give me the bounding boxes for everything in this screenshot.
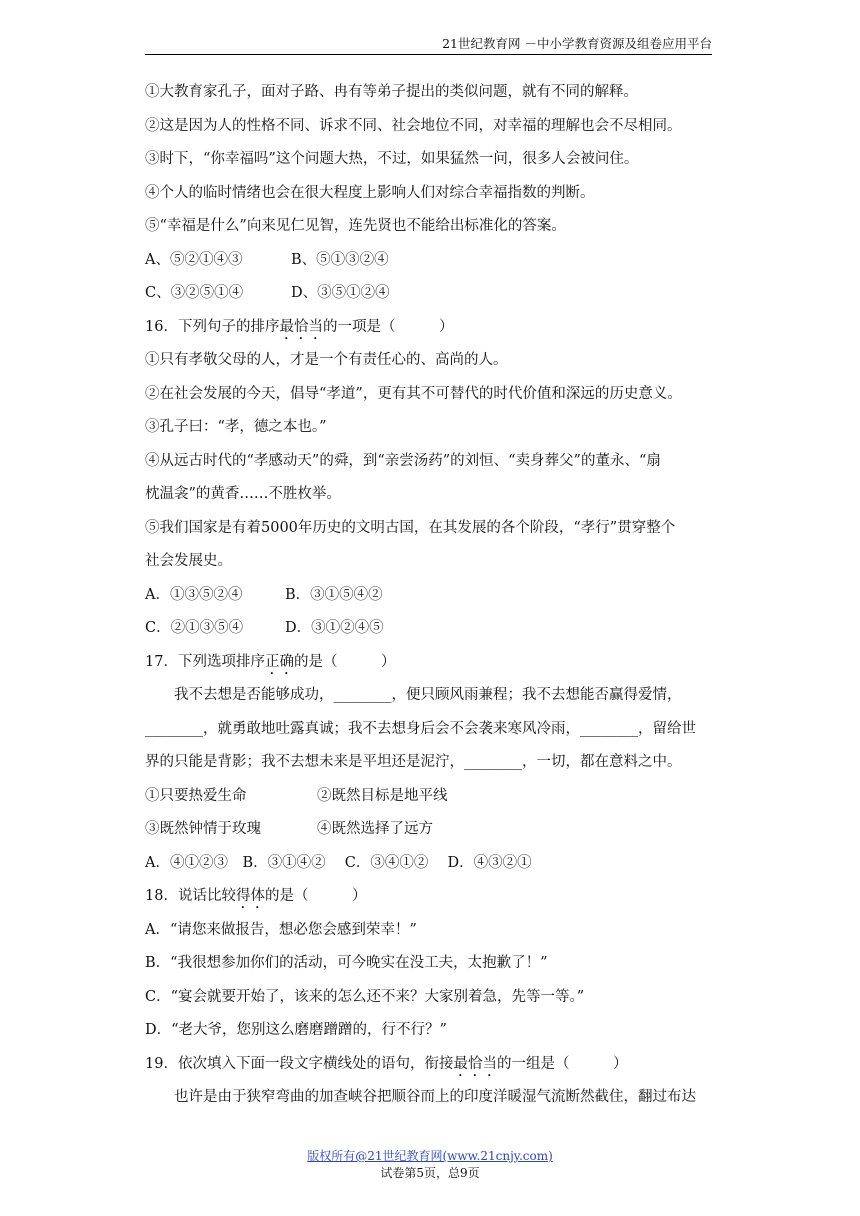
q19-passage-1: 也许是由于狭窄弯曲的加查峡谷把顺谷而上的印度洋暖湿气流断然截住，翻过布达 — [174, 1089, 696, 1105]
q18-stem — [145, 882, 717, 916]
q18-option-c: C．“宴会就要开始了，该来的怎么还不来？大家别着急，先等一等。” — [145, 988, 585, 1005]
q18-option-a: A．“请您来做报告，想必您会感到荣幸！” — [145, 921, 417, 938]
q17-stem-tail: 的是（ ） — [293, 653, 396, 670]
q17-choices-12 — [145, 782, 717, 816]
q15-option-a: A、⑤②①④③ — [145, 251, 243, 268]
q15-options-ab — [145, 246, 717, 280]
q19-stem-tail: 的一组是（ ） — [496, 1055, 628, 1072]
q17-emphasis: 正确 — [264, 653, 294, 670]
q16-option-c: C．②①③⑤④ — [145, 620, 244, 636]
q16-options-ab — [145, 581, 717, 615]
q17-choice-1: ①只要热爱生命 — [145, 787, 247, 804]
q17-passage-3: 界的只能是背影；我不去想未来是平坦还是泥泞，________，一切，都在意料之中。 — [145, 754, 682, 770]
q17-stem — [145, 648, 717, 682]
q16-stem — [145, 313, 717, 347]
q17-passage-2: ________，就勇敢地吐露真诚；我不去想身后会不会袭来寒风冷雨，________，留给世 — [145, 720, 696, 737]
q16-sentence-1: ①只有孝敬父母的人，才是一个有责任心的、高尚的人。 — [145, 352, 508, 368]
q16-sentence-3: ③孔子曰：“孝，德之本也。” — [145, 419, 327, 435]
q19-stem-text: 19．依次填入下面一段文字横线处的语句，衔接 — [145, 1055, 454, 1072]
q17-choice-4: ④既然选择了远方 — [317, 821, 433, 837]
q16-option-a: A．①③⑤②④ — [145, 586, 243, 603]
q16-sentence-4-cont: 枕温衾”的黄香……不胜枚举。 — [145, 486, 341, 502]
q17-choice-3: ③既然钟情于玫瑰 — [145, 821, 261, 837]
q16-sentence-5: ⑤我们国家是有着5000年历史的文明古国，在其发展的各个阶段，“孝行”贯穿整个 — [145, 519, 676, 536]
q16-options-cd — [145, 614, 717, 648]
q18-option-d: D．“老大爷，您别这么磨磨蹭蹭的，行不行？” — [145, 1022, 447, 1038]
q19-emphasis: 最恰当 — [453, 1055, 497, 1072]
q17-passage-1: 我不去想是否能够成功，________，便只顾风雨兼程；我不去想能否赢得爱情， — [174, 687, 682, 703]
q15-option-c: C、③②⑤①④ — [145, 285, 244, 301]
q17-choice-2: ②既然目标是地平线 — [317, 787, 448, 804]
q18-stem-text: 18．说话比较 — [145, 888, 236, 904]
q15-sentence-4: ④个人的临时情绪也会在很大程度上影响人们对综合幸福指数的判断。 — [145, 184, 595, 201]
q16-emphasis: 最恰当 — [279, 318, 323, 335]
q19-stem — [145, 1050, 717, 1084]
q16-option-b: B．③①⑤④② — [285, 586, 383, 603]
q15-options-cd — [145, 279, 717, 313]
q16-option-d: D．③①②④⑤ — [285, 620, 384, 636]
page-number: 试卷第5页，总9页 — [380, 1166, 480, 1180]
q17-choices-34 — [145, 815, 717, 849]
q18-option-b: B．“我很想参加你们的活动，可今晚实在没工夫，太抱歉了！” — [145, 955, 548, 971]
header-text: 21世纪教育网 －中小学教育资源及组卷应用平台 — [442, 36, 712, 51]
q15-option-d: D、③⑤①②④ — [291, 285, 390, 301]
q16-stem-tail: 的一项是（ ） — [322, 318, 454, 335]
q15-sentence-5: ⑤“幸福是什么”向来见仁见智，连先贤也不能给出标准化的答案。 — [145, 218, 566, 234]
q15-sentence-3: ③时下，“你幸福吗”这个问题大热，不过，如果猛然一问，很多人会被问住。 — [145, 151, 639, 167]
q17-options: A．④①②③ B．③①④② C．③④①② D．④③②① — [145, 854, 532, 871]
q15-sentence-2: ②这是因为人的性格不同、诉求不同、社会地位不同，对幸福的理解也会不尽相同。 — [145, 117, 682, 134]
q17-stem-text: 17．下列选项排序 — [145, 653, 265, 670]
q18-emphasis: 得体 — [235, 888, 265, 904]
q18-stem-tail: 的是（ ） — [264, 888, 367, 904]
exam-content — [145, 78, 717, 1117]
copyright-link[interactable]: 版权所有@21世纪教育网(www.21cnjy.com) — [307, 1149, 553, 1163]
q16-sentence-4: ④从远古时代的“孝感动天”的舜，到“亲尝汤药”的刘恒、“卖身葬父”的董永、“扇 — [145, 452, 661, 469]
q16-sentence-5-cont: 社会发展史。 — [145, 553, 232, 569]
q16-sentence-2: ②在社会发展的今天，倡导“孝道”，更有其不可替代的时代价值和深远的历史意义。 — [145, 385, 682, 402]
q15-sentence-1: ①大教育家孔子，面对子路、冉有等弟子提出的类似问题，就有不同的解释。 — [145, 84, 638, 100]
q16-stem-text: 16．下列句子的排序 — [145, 318, 280, 335]
q15-option-b: B、⑤①③②④ — [291, 251, 389, 268]
page-header — [145, 36, 712, 55]
